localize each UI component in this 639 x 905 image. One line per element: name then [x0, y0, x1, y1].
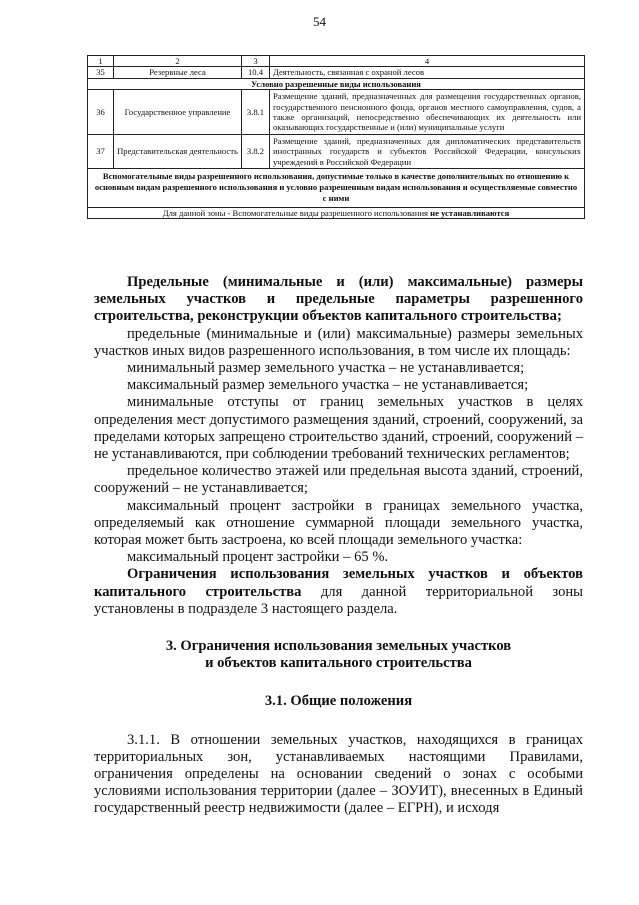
table-footer-row: [88, 207, 585, 218]
paragraph: максимальный процент застройки в границах земельного участка, определяемый как отношение суммарной площади земельного участка, которая может быть застроена, ко всей площади земельного участка:: [94, 497, 583, 549]
table-cell: 35: [88, 67, 114, 78]
table-cell: Размещение зданий, предназначенных для размещения государственных органов, государственного пенсионного фонда, органов местного самоуправления, судов, а также организаций, непосредственно обеспечивающих их деятельность или оказывающих государственные и (или) муниципальные услуги: [270, 90, 585, 135]
table-cell: 3: [242, 56, 270, 67]
table-cell: 3.8.1: [242, 90, 270, 135]
table-cell: Представительская деятельность: [114, 134, 242, 168]
paragraph: предельное количество этажей или предельная высота зданий, строений, сооружений – не устанавливается;: [94, 463, 583, 497]
conditional-uses-header: Условно разрешенные виды использования: [88, 78, 585, 89]
table-cell: Размещение зданий, предназначенных для дипломатических представительств иностранных государств и субъектов Российской Федерации, консульских учреждений в Российской Федерации: [270, 134, 585, 168]
table-cell: Государственное управление: [114, 90, 242, 135]
restrictions-rest-text: для данной территориальной зоны установлены в подразделе 3 настоящего раздела.: [94, 583, 583, 617]
restrictions-bold-text: Ограничения использования земельных участков и объектов капитального строительства: [94, 566, 583, 600]
conditional-uses-header-row: [88, 78, 585, 89]
auxiliary-uses-note-text: Для данной зоны - Вспомогательные виды разрешенного использования: [162, 207, 431, 218]
table-row: [88, 134, 585, 168]
table-cell: Деятельность, связанная с охраной лесов: [270, 67, 585, 78]
paragraph: [94, 566, 583, 618]
paragraph: предельные (минимальные и (или) максимальные) размеры земельных участков иных видов разрешенного использования, в том числе их площадь:: [94, 325, 583, 359]
section-title: 3. Ограничения использования земельных участков: [165, 638, 512, 655]
paragraph: максимальный процент застройки – 65 %.: [127, 549, 389, 566]
page-number: 54: [313, 14, 326, 29]
table-row: [88, 90, 585, 135]
paragraph: минимальные отступы от границ земельных участков в целях определения мест допустимого размещения зданий, строений, сооружений, за пределами которых запрещено строительство зданий, строений, сооружений – не устанавливаются, при соблюдении требований технических регламентов;: [94, 394, 583, 463]
auxiliary-uses-header-row: [88, 169, 585, 208]
table-cell: 3.8.2: [242, 134, 270, 168]
table-cell: 2: [114, 56, 242, 67]
table-cell: 1: [88, 56, 114, 67]
table-cell: 37: [88, 134, 114, 168]
table-column-number-row: [88, 56, 585, 67]
land-use-table: [87, 55, 585, 219]
table-cell: Резервные леса: [114, 67, 242, 78]
table-cell: 10.4: [242, 67, 270, 78]
auxiliary-uses-note: [88, 207, 585, 218]
paragraph: максимальный размер земельного участка – не устанавливается;: [127, 377, 529, 394]
limits-heading: Предельные (минимальные и (или) максимальные) размеры земельных участков и предельные параметры разрешенного строительства, реконструкции объектов капитального строительства;: [94, 274, 583, 325]
paragraph: 3.1.1. В отношении земельных участков, находящихся в границах территориальных зон, устанавливаемых настоящими Правилами, ограничения определены на основании сведений о зонах с особыми условиями использования территории (далее – ЗОУИТ), внесенных в Единый государственный реестр недвижимости (далее – ЕГРН), и исходя: [94, 731, 583, 817]
auxiliary-uses-note-bold: не устанавливаются: [430, 207, 510, 218]
document-body: [94, 274, 583, 818]
subsection-title: 3.1. Общие положения: [264, 693, 413, 710]
table-cell: 4: [270, 56, 585, 67]
table-cell: 36: [88, 90, 114, 135]
section-title: и объектов капитального строительства: [205, 655, 472, 672]
auxiliary-uses-header: Вспомогательные виды разрешенного использования, допустимые только в качестве дополнительных по отношению к основным видам разрешенного использования и условно разрешенным видам использования и осуществляемые совместно с ними: [88, 169, 585, 208]
table-row: [88, 67, 585, 78]
paragraph: минимальный размер земельного участка – не устанавливается;: [127, 360, 525, 377]
